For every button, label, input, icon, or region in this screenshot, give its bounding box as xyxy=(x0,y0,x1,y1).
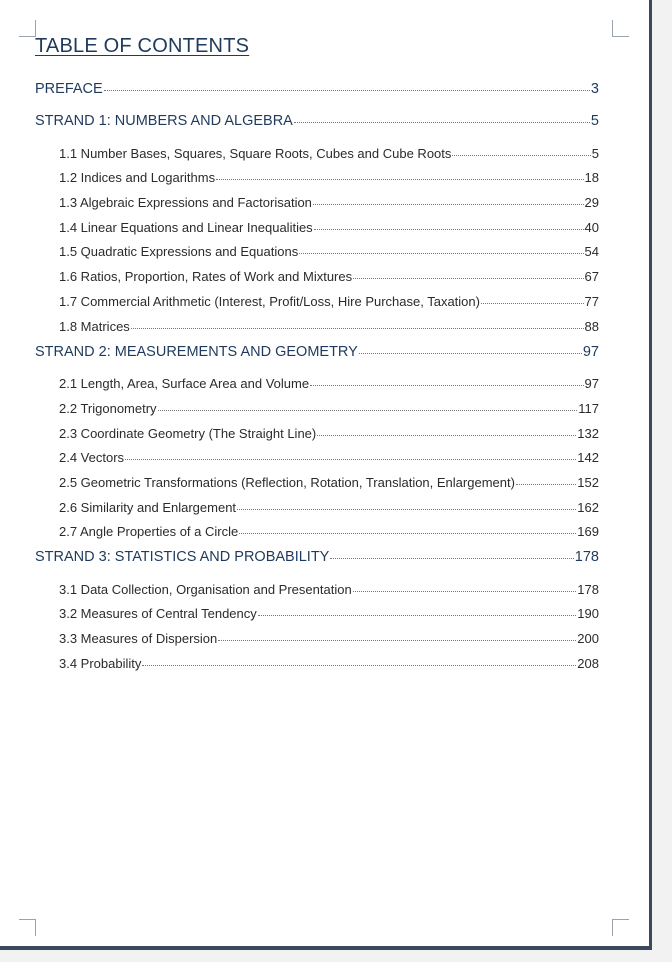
entry-label: 1.1 Number Bases, Squares, Square Roots, Cubes and Cube Roots xyxy=(59,146,452,161)
entry-page-number: 117 xyxy=(578,401,599,416)
toc-subentry[interactable] xyxy=(59,294,599,309)
dot-leader xyxy=(131,328,584,329)
entry-page-number: 3 xyxy=(590,81,599,97)
toc-subentry[interactable] xyxy=(59,401,599,416)
toc-subentry[interactable] xyxy=(59,656,599,671)
toc-subentry[interactable] xyxy=(59,450,599,465)
entry-page-number: 152 xyxy=(577,475,599,490)
entry-label: 2.3 Coordinate Geometry (The Straight Line) xyxy=(59,426,317,441)
entry-page-number: 178 xyxy=(574,549,599,565)
dot-leader xyxy=(237,509,576,510)
entry-page-number: 208 xyxy=(577,656,599,671)
dot-leader xyxy=(516,484,576,485)
toc-subentry[interactable] xyxy=(59,524,599,539)
dot-leader xyxy=(330,558,573,559)
entry-page-number: 5 xyxy=(590,113,599,129)
entry-label: 1.3 Algebraic Expressions and Factorisation xyxy=(59,195,312,210)
toc-subentry[interactable] xyxy=(59,475,599,490)
entry-page-number: 88 xyxy=(584,319,599,334)
entry-label: STRAND 3: STATISTICS AND PROBABILITY xyxy=(35,549,330,565)
entry-page-number: 77 xyxy=(584,294,599,309)
entry-label: 1.6 Ratios, Proportion, Rates of Work and Mixtures xyxy=(59,269,353,284)
entry-label: 1.5 Quadratic Expressions and Equations xyxy=(59,244,299,259)
dot-leader xyxy=(481,303,584,304)
entry-page-number: 190 xyxy=(577,606,599,621)
toc-subentry[interactable] xyxy=(59,195,599,210)
toc-subentry[interactable] xyxy=(59,220,599,235)
entry-label: 3.3 Measures of Dispersion xyxy=(59,631,218,646)
entry-page-number: 97 xyxy=(582,344,599,360)
entry-page-number: 132 xyxy=(577,426,599,441)
dot-leader xyxy=(125,459,576,460)
entry-label: PREFACE xyxy=(35,81,103,97)
dot-leader xyxy=(142,665,576,666)
entry-label: 2.7 Angle Properties of a Circle xyxy=(59,524,239,539)
entry-page-number: 200 xyxy=(577,631,599,646)
entry-label: 2.5 Geometric Transformations (Reflection, Rotation, Translation, Enlargement) xyxy=(59,475,515,490)
entry-page-number: 169 xyxy=(577,524,599,539)
entry-page-number: 67 xyxy=(584,269,599,284)
dot-leader xyxy=(310,385,583,386)
entry-page-number: 142 xyxy=(577,450,599,465)
entry-page-number: 97 xyxy=(584,376,599,391)
toc-subentry[interactable] xyxy=(59,426,599,441)
entry-page-number: 5 xyxy=(591,146,599,161)
dot-leader xyxy=(359,353,582,354)
entry-label: 2.1 Length, Area, Surface Area and Volume xyxy=(59,376,310,391)
toc-subentry[interactable] xyxy=(59,606,599,621)
entry-label: STRAND 2: MEASUREMENTS AND GEOMETRY xyxy=(35,344,358,360)
entry-label: STRAND 1: NUMBERS AND ALGEBRA xyxy=(35,113,293,129)
entry-page-number: 54 xyxy=(584,244,599,259)
toc-title: TABLE OF CONTENTS xyxy=(35,35,250,57)
dot-leader xyxy=(314,229,584,230)
dot-leader xyxy=(218,640,576,641)
dot-leader xyxy=(216,179,583,180)
dot-leader xyxy=(313,204,584,205)
entry-label: 1.4 Linear Equations and Linear Inequalities xyxy=(59,220,313,235)
entry-page-number: 40 xyxy=(584,220,599,235)
toc-subentry[interactable] xyxy=(59,269,599,284)
entry-page-number: 162 xyxy=(577,500,599,515)
corner-mark-bottom-left xyxy=(19,919,36,936)
toc-strand-entry[interactable] xyxy=(35,81,599,97)
entry-label: 1.7 Commercial Arithmetic (Interest, Profit/Loss, Hire Purchase, Taxation) xyxy=(59,294,480,309)
corner-mark-top-left xyxy=(19,20,36,37)
dot-leader xyxy=(294,122,590,123)
corner-mark-top-right xyxy=(612,20,629,37)
entry-label: 1.2 Indices and Logarithms xyxy=(59,170,216,185)
toc-subentry[interactable] xyxy=(59,170,599,185)
entry-label: 1.8 Matrices xyxy=(59,319,130,334)
dot-leader xyxy=(317,435,576,436)
entry-page-number: 29 xyxy=(584,195,599,210)
toc-subentry[interactable] xyxy=(59,500,599,515)
toc-subentry[interactable] xyxy=(59,631,599,646)
toc-subentry[interactable] xyxy=(59,146,599,161)
dot-leader xyxy=(353,591,577,592)
entry-page-number: 178 xyxy=(577,582,599,597)
dot-leader xyxy=(299,253,583,254)
dot-leader xyxy=(452,155,590,156)
toc-strand-entry[interactable] xyxy=(35,549,599,565)
entry-label: 3.4 Probability xyxy=(59,656,142,671)
toc-subentry[interactable] xyxy=(59,244,599,259)
entry-page-number: 18 xyxy=(584,170,599,185)
toc-subentry[interactable] xyxy=(59,376,599,391)
entry-label: 2.6 Similarity and Enlargement xyxy=(59,500,237,515)
dot-leader xyxy=(104,90,590,91)
dot-leader xyxy=(158,410,578,411)
entry-label: 3.2 Measures of Central Tendency xyxy=(59,606,257,621)
corner-mark-bottom-right xyxy=(612,919,629,936)
toc-strand-entry[interactable] xyxy=(35,113,599,129)
dot-leader xyxy=(258,615,577,616)
dot-leader xyxy=(353,278,583,279)
toc-subentry[interactable] xyxy=(59,319,599,334)
entry-label: 3.1 Data Collection, Organisation and Presentation xyxy=(59,582,352,597)
entry-label: 2.4 Vectors xyxy=(59,450,125,465)
toc-subentry[interactable] xyxy=(59,582,599,597)
dot-leader xyxy=(239,533,576,534)
toc-strand-entry[interactable] xyxy=(35,344,599,360)
entry-label: 2.2 Trigonometry xyxy=(59,401,157,416)
